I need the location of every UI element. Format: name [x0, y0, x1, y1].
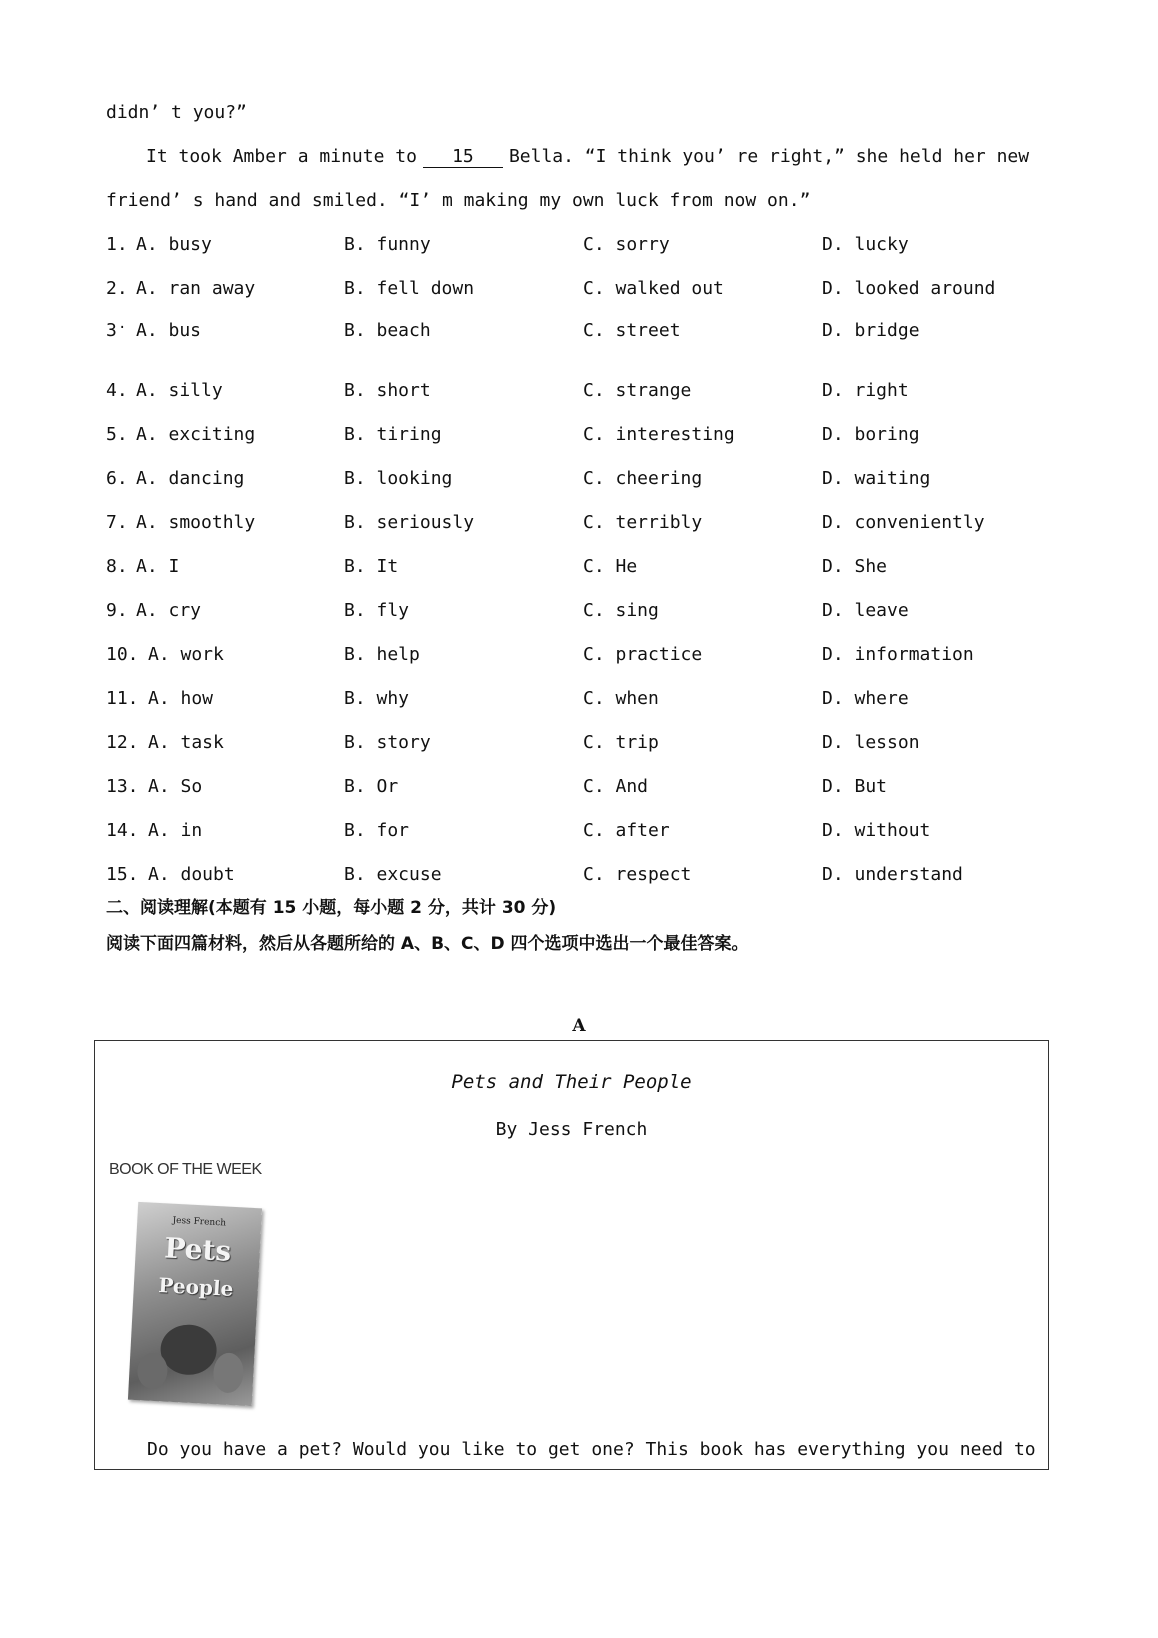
- option-d: D. lesson: [822, 732, 920, 753]
- option-d: D. conveniently: [822, 512, 985, 533]
- option-c: C. practice: [583, 644, 703, 665]
- question-row: [106, 320, 1066, 346]
- option-a: A. I: [136, 556, 180, 577]
- passage-line-2: [146, 146, 1029, 168]
- book-box: [94, 1040, 1049, 1470]
- cover-title-people: People: [157, 1273, 234, 1301]
- section-2-instruction: 阅读下面四篇材料，然后从各题所给的 A、B、C、D 四个选项中选出一个最佳答案。: [106, 934, 749, 954]
- option-d: D. boring: [822, 424, 920, 445]
- option-c: C. interesting: [583, 424, 735, 445]
- question-number: 5.: [106, 424, 128, 445]
- book-description: Do you have a pet? Would you like to get one? This book has everything you need to: [147, 1439, 1036, 1460]
- option-c: C. walked out: [583, 278, 724, 299]
- option-b: B. Or: [344, 776, 399, 797]
- passage-label: A: [572, 1016, 586, 1036]
- cover-dog-illustration: [159, 1323, 218, 1376]
- option-c: C. trip: [583, 732, 659, 753]
- option-b: B. story: [344, 732, 431, 753]
- option-d: D. information: [822, 644, 974, 665]
- option-d: D. bridge: [822, 320, 920, 341]
- question-number: 4.: [106, 380, 128, 401]
- option-a: A. exciting: [136, 424, 256, 445]
- option-c: C. after: [583, 820, 670, 841]
- option-b: B. why: [344, 688, 410, 709]
- option-d: D. understand: [822, 864, 963, 885]
- question-row: [106, 468, 1066, 494]
- option-d: D. where: [822, 688, 909, 709]
- option-a: A. work: [148, 644, 224, 665]
- question-row: [106, 512, 1066, 538]
- option-a: A. silly: [136, 380, 223, 401]
- question-number: 11.: [106, 688, 139, 709]
- option-b: B. for: [344, 820, 410, 841]
- question-row: [106, 732, 1066, 758]
- option-b: B. funny: [344, 234, 431, 255]
- option-b: B. It: [344, 556, 399, 577]
- option-b: B. excuse: [344, 864, 442, 885]
- option-c: C. sing: [583, 600, 659, 621]
- option-d: D. right: [822, 380, 909, 401]
- question-number: 14.: [106, 820, 139, 841]
- option-c: C. And: [583, 776, 649, 797]
- option-b: B. short: [344, 380, 431, 401]
- option-b: B. tiring: [344, 424, 442, 445]
- option-a: A. smoothly: [136, 512, 256, 533]
- option-b: B. help: [344, 644, 420, 665]
- cover-person-illustration: [212, 1352, 244, 1394]
- option-d: D. She: [822, 556, 888, 577]
- option-c: C. strange: [583, 380, 692, 401]
- option-a: A. cry: [136, 600, 202, 621]
- option-c: C. terribly: [583, 512, 703, 533]
- question-number: 1.: [106, 234, 128, 255]
- section-2-title: 二、阅读理解(本题有 15 小题，每小题 2 分，共计 30 分): [106, 898, 557, 918]
- option-d: D. looked around: [822, 278, 996, 299]
- book-cover-image: [128, 1202, 262, 1406]
- question-number: 3: [106, 320, 117, 341]
- question-number: 8.: [106, 556, 128, 577]
- option-b: B. beach: [344, 320, 431, 341]
- option-d: D. leave: [822, 600, 909, 621]
- book-author: By Jess French: [495, 1119, 648, 1140]
- question-number: 10.: [106, 644, 139, 665]
- option-a: A. bus: [136, 320, 202, 341]
- passage-line-2-start: It took Amber a minute to: [146, 146, 417, 167]
- option-a: A. task: [148, 732, 224, 753]
- passage-line-2-end: Bella. “I think you’ re right,” she held her new: [508, 146, 1030, 167]
- question-number: 13.: [106, 776, 139, 797]
- option-b: B. fell down: [344, 278, 475, 299]
- answer-blank-15: 15: [423, 146, 503, 168]
- question-row: [106, 234, 1066, 260]
- cover-cat-illustration: [137, 1352, 169, 1390]
- option-c: C. sorry: [583, 234, 670, 255]
- book-title: Pets and Their People: [451, 1071, 692, 1093]
- option-d: D. waiting: [822, 468, 931, 489]
- option-a: A. dancing: [136, 468, 245, 489]
- option-c: C. He: [583, 556, 638, 577]
- option-b: B. fly: [344, 600, 410, 621]
- question-row: [106, 776, 1066, 802]
- question-row: [106, 644, 1066, 670]
- question-number: 2.: [106, 278, 128, 299]
- option-d: D. lucky: [822, 234, 909, 255]
- option-c: C. when: [583, 688, 659, 709]
- question-number: 9.: [106, 600, 128, 621]
- option-a: A. busy: [136, 234, 212, 255]
- option-c: C. street: [583, 320, 681, 341]
- option-d: D. But: [822, 776, 888, 797]
- book-of-the-week-badge: BOOK OF THE WEEK: [109, 1161, 262, 1178]
- question-number: 6.: [106, 468, 128, 489]
- question-row: [106, 556, 1066, 582]
- question-number: 15.: [106, 864, 139, 885]
- question-row: [106, 278, 1066, 304]
- question-row: [106, 380, 1066, 406]
- question-number: 12.: [106, 732, 139, 753]
- option-a: A. how: [148, 688, 214, 709]
- option-b: B. looking: [344, 468, 453, 489]
- cover-title-pets: Pets: [163, 1231, 233, 1268]
- option-a: A. in: [148, 820, 203, 841]
- question-row: [106, 864, 1066, 890]
- option-a: A. doubt: [148, 864, 235, 885]
- question-row: [106, 688, 1066, 714]
- option-b: B. seriously: [344, 512, 475, 533]
- passage-line-3: friend’ s hand and smiled. “I’ m making my own luck from now on.”: [106, 190, 811, 211]
- option-d: D. without: [822, 820, 931, 841]
- question-row: [106, 424, 1066, 450]
- option-c: C. cheering: [583, 468, 703, 489]
- cover-author: Jess French: [172, 1215, 227, 1229]
- question-row: [106, 600, 1066, 626]
- option-a: A. ran away: [136, 278, 256, 299]
- passage-line-1: didn’ t you?”: [106, 102, 247, 123]
- question-3-dot: ·: [118, 320, 127, 336]
- question-row: [106, 820, 1066, 846]
- question-number: 7.: [106, 512, 128, 533]
- option-a: A. So: [148, 776, 203, 797]
- option-c: C. respect: [583, 864, 692, 885]
